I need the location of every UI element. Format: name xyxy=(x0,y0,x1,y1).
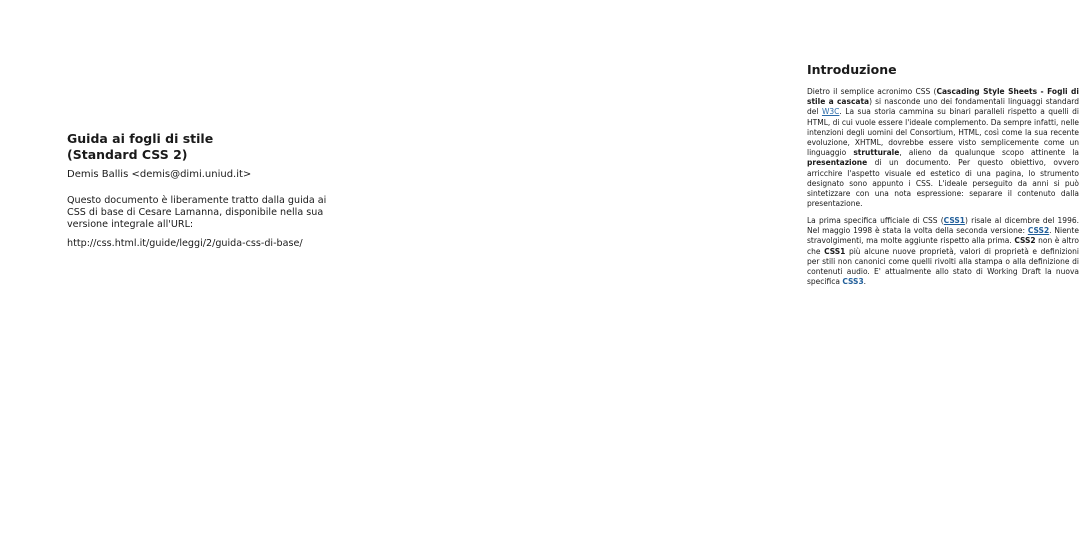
source-note: Questo documento è liberamente tratto dalla guida ai CSS di base di Cesare Lamanna, disponibile nella sua versione integrale all'URL: xyxy=(67,195,327,230)
bold-text: strutturale xyxy=(853,148,900,158)
section-heading: Introduzione xyxy=(807,62,897,77)
document-title xyxy=(67,131,347,163)
cover-page xyxy=(0,0,384,543)
css1-link[interactable]: CSS1 xyxy=(943,216,965,225)
source-url: http://css.html.it/guide/leggi/2/guida-css-di-base/ xyxy=(67,238,303,249)
text-run: Dietro il semplice acronimo CSS ( xyxy=(807,87,937,96)
bold-text: presentazione xyxy=(807,158,868,168)
document-title-line2: (Standard CSS 2) xyxy=(67,147,188,162)
document-title-line1: Guida ai fogli di stile xyxy=(67,131,214,146)
text-run: ) risale al dicembre del 1996. Nel maggio 1998 è stata la volta della seconda versione: xyxy=(807,216,1079,236)
text-run: , alieno da qualunque scopo attinente la xyxy=(899,148,1079,158)
css3-term: CSS3 xyxy=(842,277,864,287)
w3c-link[interactable]: W3C xyxy=(821,107,840,117)
text-run: ) si nasconde uno dei fondamentali linguaggi standard del xyxy=(807,97,1079,117)
text-run: di un documento. Per questo obiettivo, ovvero arricchire l'aspetto visuale ed estetico di una pagina, lo strumento designato sono appunto i CSS. L'ideale perseguito da anni si può sintetizzare con una nota espressione: separare il contenuto dalla presentazione. xyxy=(807,158,1079,209)
author-line: Demis Ballis <demis@dimi.uniud.it> xyxy=(67,169,252,180)
bold-text: CSS1 xyxy=(824,246,846,256)
introduction-page xyxy=(384,0,1079,543)
text-run: . Niente stravolgimenti, ma molte aggiunte rispetto alla prima. xyxy=(807,226,1079,246)
text-run: . xyxy=(863,277,867,287)
text-run: La prima specifica ufficiale di CSS ( xyxy=(807,216,944,225)
text-run: non è altro che xyxy=(807,236,1079,256)
bold-text: Cascading Style Sheets - Fogli di stile a cascata xyxy=(807,87,1079,107)
text-run: . La sua storia cammina su binari paralleli rispetto a quelli di HTML, di cui vuole essere l'ideale complemento. Da sempre infatti, nelle intenzioni degli uomini del Consortium, HTML, così come la sua recente evoluzione, XHTML, dovrebbe essere visto semplicemente come un linguaggio xyxy=(807,107,1079,158)
intro-paragraph-2 xyxy=(807,216,1079,287)
text-run: più alcune nuove proprietà, valori di proprietà e definizioni per stili non canonici come quelli rivolti alla stampa o alla definizione di contenuti audio. E' attualmente allo stato di Working Draft la nuova specifica xyxy=(807,246,1079,287)
intro-paragraph-1 xyxy=(807,87,1079,209)
bold-text: CSS2 xyxy=(1014,236,1036,246)
css2-link[interactable]: CSS2 xyxy=(1027,226,1050,236)
